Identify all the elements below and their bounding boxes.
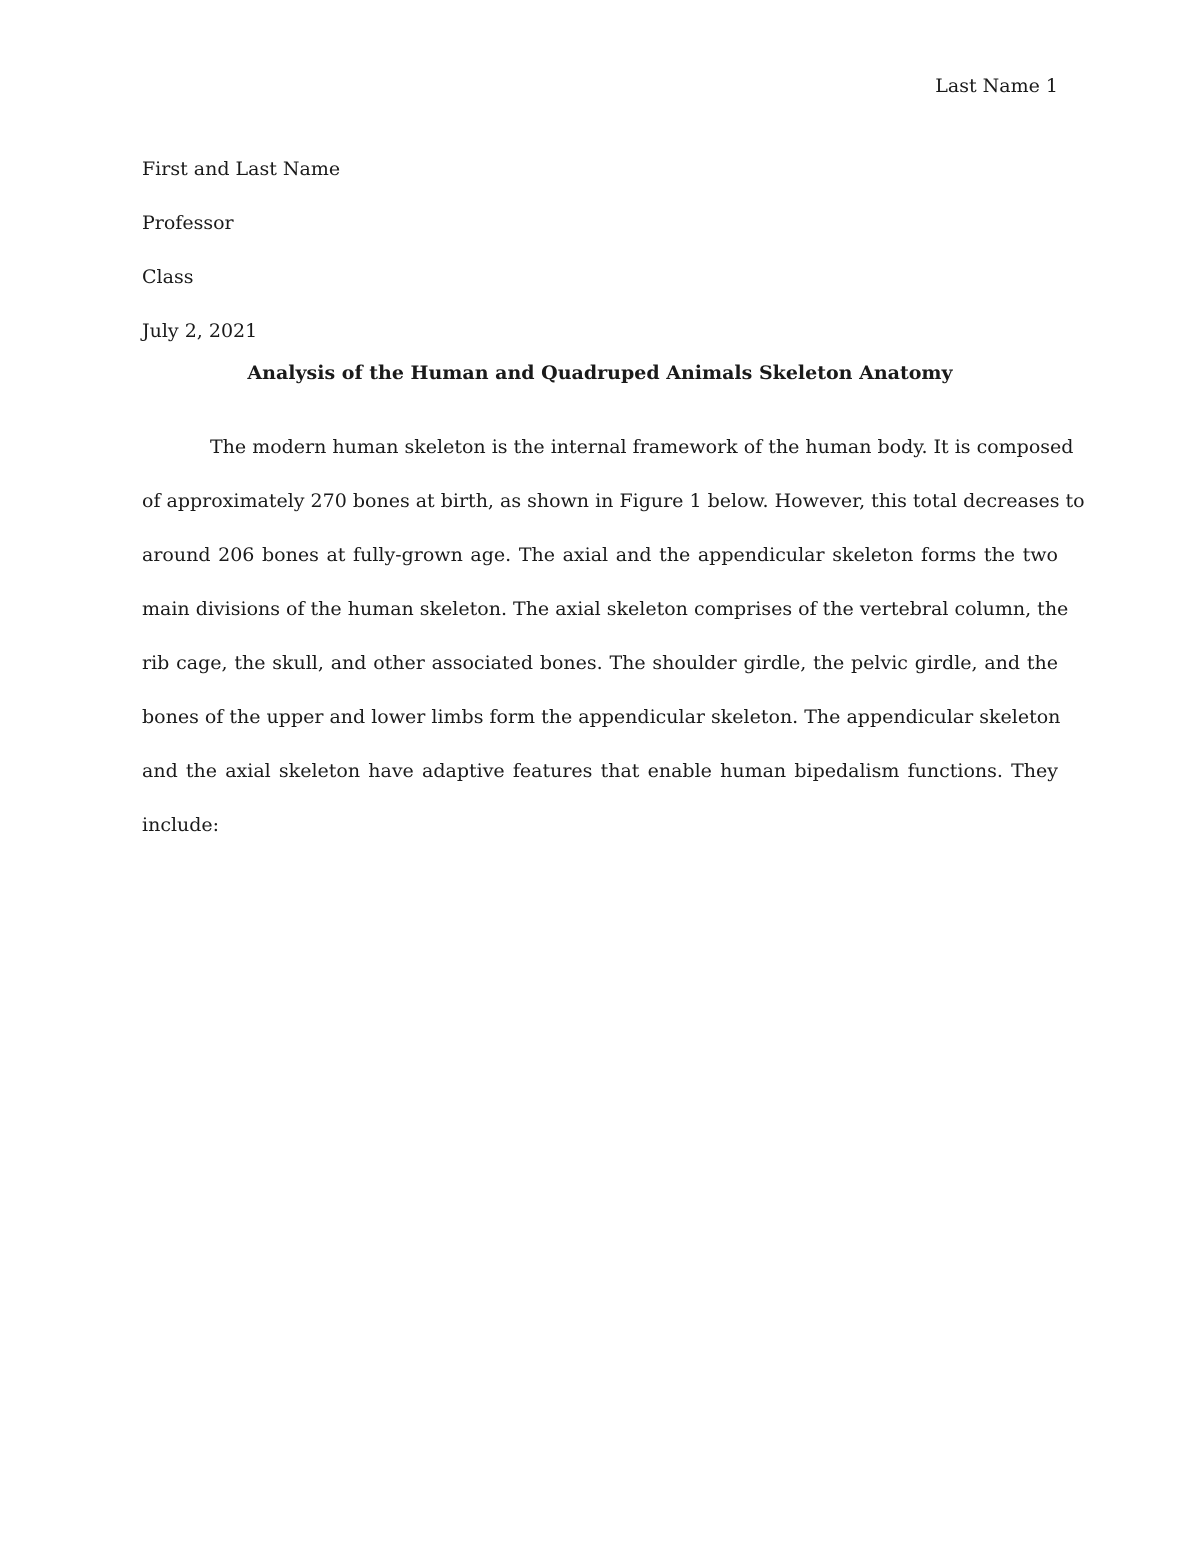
body-paragraph — [142, 420, 1085, 852]
body-line: bones of the upper and lower limbs form the appendicular skeleton. The appendicular skeleton — [142, 706, 1061, 728]
body-line: include: — [142, 814, 220, 836]
body-line: and the axial skeleton have adaptive features that enable human bipedalism functions. They — [142, 760, 1058, 782]
heading-block — [142, 142, 1058, 358]
professor-line: Professor — [142, 212, 234, 234]
body-line: The modern human skeleton is the internal framework of the human body. It is composed — [210, 436, 1074, 458]
document-title: Analysis of the Human and Quadruped Animals Skeleton Anatomy — [247, 362, 953, 384]
class-line: Class — [142, 266, 194, 288]
body-line: rib cage, the skull, and other associated bones. The shoulder girdle, the pelvic girdle, and the — [142, 652, 1058, 674]
body-line: of approximately 270 bones at birth, as shown in Figure 1 below. However, this total decreases to — [142, 490, 1085, 512]
date-line: July 2, 2021 — [142, 320, 258, 342]
body-line: main divisions of the human skeleton. The axial skeleton comprises of the vertebral column, the — [142, 598, 1069, 620]
body-line: around 206 bones at fully-grown age. The axial and the appendicular skeleton forms the two — [142, 544, 1058, 566]
running-head: Last Name 1 — [935, 75, 1058, 97]
student-name: First and Last Name — [142, 158, 341, 180]
